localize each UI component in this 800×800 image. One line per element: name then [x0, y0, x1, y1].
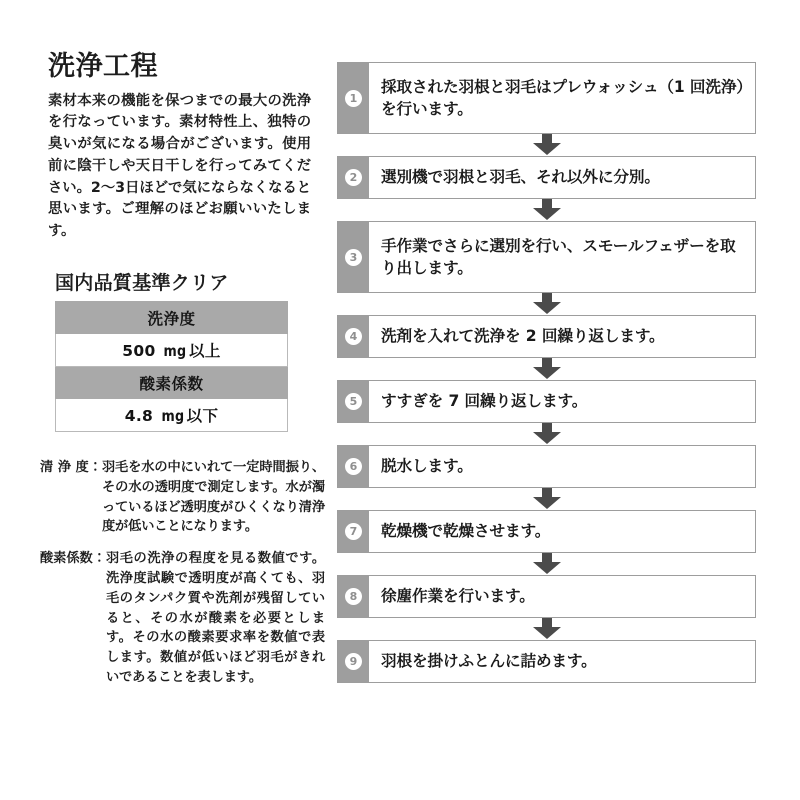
flow-step: [337, 380, 756, 423]
step-number-badge: [338, 641, 369, 682]
arrow-down-icon: [532, 358, 562, 380]
step-text: 徐塵作業を行います。: [381, 587, 535, 606]
table-value-cell: [56, 334, 288, 367]
flow-arrow: [337, 553, 756, 575]
glossary-note: [40, 458, 325, 537]
table-value-cell: [56, 399, 288, 432]
step-number-badge: [338, 157, 369, 198]
arrow-down-icon: [532, 618, 562, 640]
value-suffix: 以下: [186, 407, 219, 425]
flow-step: [337, 156, 756, 199]
flow-step: [337, 221, 756, 293]
value-unit: mg: [163, 342, 187, 360]
process-flowchart: [337, 62, 756, 683]
step-number-badge: [338, 576, 369, 617]
flow-step: [337, 315, 756, 358]
arrow-down-icon: [532, 293, 562, 315]
flow-arrow: [337, 488, 756, 510]
table-value-row: [56, 399, 288, 432]
value-number: 4.8: [124, 407, 154, 425]
table-header-cell: 洗浄度: [56, 302, 288, 334]
flow-step: [337, 510, 756, 553]
flow-arrow: [337, 358, 756, 380]
step-text: 羽根を掛けふとんに詰めます。: [381, 652, 597, 671]
step-text: 脱水します。: [381, 457, 473, 476]
step-number-badge: [338, 316, 369, 357]
step-number: 2: [345, 169, 362, 186]
page-title: 洗浄工程: [48, 51, 158, 82]
step-text: 選別機で羽根と羽毛、それ以外に分別。: [381, 168, 660, 187]
step-number-badge: [338, 446, 369, 487]
flow-arrow: [337, 618, 756, 640]
glossary-definition-text: 羽毛の洗浄の程度を見る数値です。洗浄度試験で透明度が高くても、羽毛のタンパク質や洗剤が残留していると、その水が酸素を必要とします。その水の酸素要求率を数値で表します。数値が低いほど羽毛がきれいであることを表します。: [105, 551, 325, 685]
arrow-down-icon: [532, 423, 562, 445]
flow-step: [337, 445, 756, 488]
flow-arrow: [337, 293, 756, 315]
flow-arrow: [337, 423, 756, 445]
table-value-row: [56, 334, 288, 367]
quality-spec-table: [55, 301, 288, 432]
glossary-definition-text: 羽毛を水の中にいれて一定時間振り、その水の透明度で測定します。水が濁っているほど透明度がひくくなり清浄度が低いことになります。: [101, 460, 325, 535]
step-number: 7: [345, 523, 362, 540]
flow-step: [337, 575, 756, 618]
value-unit: mg: [161, 407, 185, 425]
step-number: 9: [345, 653, 362, 670]
value-number: 500: [122, 342, 156, 360]
step-number: 5: [345, 393, 362, 410]
flow-step: [337, 640, 756, 683]
table-header-row: [56, 302, 288, 334]
flow-arrow: [337, 134, 756, 156]
washing-process-section: [48, 52, 316, 243]
step-text: 洗剤を入れて洗浄を 2 回繰り返します。: [381, 327, 665, 346]
table-title: 国内品質基準クリア: [55, 272, 229, 294]
glossary-term-label: 酸素係数：: [40, 551, 106, 567]
step-text: 手作業でさらに選別を行い、スモールフェザーを取り出します。: [381, 236, 736, 277]
quality-spec-table-body: [56, 302, 288, 432]
quality-standard-block: [48, 268, 316, 432]
step-number: 1: [345, 90, 362, 107]
step-number: 8: [345, 588, 362, 605]
step-number: 3: [345, 249, 362, 266]
value-suffix: 以上: [189, 342, 221, 360]
value-space: [156, 342, 162, 360]
arrow-down-icon: [532, 488, 562, 510]
table-header-cell: 酸素係数: [56, 367, 288, 399]
glossary-note: [40, 549, 325, 688]
step-number-badge: [338, 381, 369, 422]
step-text: 採取された羽根と羽毛はプレウォッシュ（1 回洗浄）を行います。: [381, 77, 745, 118]
step-number: 6: [345, 458, 362, 475]
step-number: 4: [345, 328, 362, 345]
glossary-notes: [40, 458, 325, 700]
step-number-badge: [338, 511, 369, 552]
arrow-down-icon: [532, 199, 562, 221]
flow-arrow: [337, 199, 756, 221]
flow-step: [337, 62, 756, 134]
arrow-down-icon: [532, 553, 562, 575]
glossary-term-label: 清 浄 度：: [40, 460, 102, 475]
value-space: [153, 407, 159, 425]
step-text: 乾燥機で乾燥させます。: [381, 522, 551, 541]
step-number-badge: [338, 222, 369, 292]
section-body-text: 素材本来の機能を保つまでの最大の洗浄を行なっています。素材特性上、独特の臭いが気になる場合がございます。使用前に陰干しや天日干しを行ってみてください。2〜3日ほどで気にならなくなると思います。ご理解のほどお願いいたします。: [48, 92, 311, 239]
step-number-badge: [338, 63, 369, 133]
arrow-down-icon: [532, 134, 562, 156]
step-text: すすぎを 7 回繰り返します。: [381, 392, 588, 411]
table-header-row: [56, 367, 288, 399]
